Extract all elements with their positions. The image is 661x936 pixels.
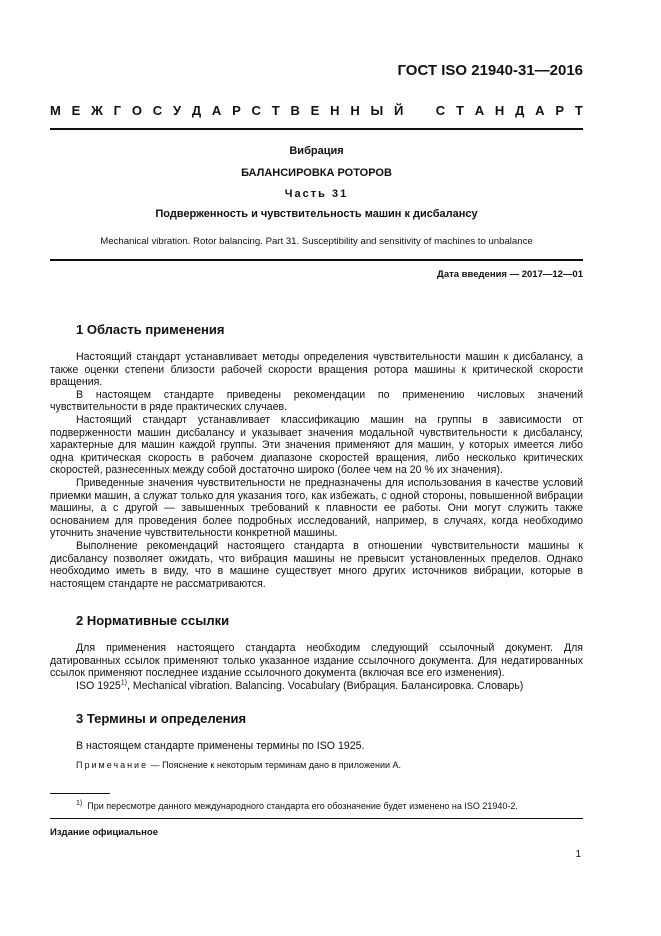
section-3-body	[50, 740, 583, 753]
banner-letter: Ж	[91, 103, 103, 118]
banner-letter: А	[211, 103, 222, 118]
banner-letter: Р	[232, 103, 241, 118]
banner-letter: Н	[350, 103, 360, 118]
english-title: Mechanical vibration. Rotor balancing. Part 31. Susceptibility and sensitivity of machines to unbalance	[100, 236, 533, 247]
page-number: 1	[575, 849, 581, 860]
banner-letter: Е	[310, 103, 320, 118]
top-divider	[50, 128, 583, 130]
official-edition: Издание официальное	[50, 827, 158, 838]
document-code: ГОСТ ISO 21940-31—2016	[397, 62, 583, 79]
reference-title: , Mechanical vibration. Balancing. Vocabulary (Вибрация. Балансировка. Словарь)	[127, 679, 524, 692]
introduction-date: Дата введения — 2017—12—01	[437, 269, 583, 280]
section-1-heading: 1 Область применения	[76, 322, 225, 337]
banner-letter: Е	[71, 103, 81, 118]
paragraph: Настоящий стандарт устанавливает методы определения чувствительности машин к дисбалансу, а также оценки степени близости рабочей скорости вращения ротора машины к критической скорости вращения.	[50, 351, 583, 389]
banner-letter: В	[290, 103, 300, 118]
banner-letter: О	[131, 103, 142, 118]
footnote-divider	[50, 793, 110, 794]
banner-letter: Ы	[370, 103, 384, 118]
banner-letter: Н	[330, 103, 340, 118]
banner-letter: Т	[574, 103, 583, 118]
paragraph: В настоящем стандарте применены термины по ISO 1925.	[76, 740, 365, 752]
banner-letter: А	[474, 103, 485, 118]
topic-title: Вибрация	[289, 145, 344, 157]
note	[76, 760, 401, 770]
section-1-body	[50, 351, 583, 590]
banner-letter: Г	[113, 103, 122, 118]
section-2-body	[50, 642, 583, 692]
footer-divider	[50, 818, 583, 819]
section-3-heading: 3 Термины и определения	[76, 711, 247, 726]
main-title: БАЛАНСИРОВКА РОТОРОВ	[241, 167, 392, 179]
interstate-standard-banner	[50, 103, 583, 118]
part-title: Часть 31	[284, 188, 349, 200]
paragraph: Выполнение рекомендаций настоящего стандарта в отношении чувствительности машины к дисбалансу позволяет ожидать, что вибрация машины не превысит установленных пределов. Однако необходимо иметь в виду, что в машине существует много других источников вибрации, которые в настоящем стандарте не рассматриваются.	[50, 539, 583, 590]
footnote	[76, 801, 518, 811]
banner-letter: С	[152, 103, 163, 118]
banner-letter: У	[172, 103, 182, 118]
paragraph: Для применения настоящего стандарта необходим следующий ссылочный документ. Для датированных ссылок применяют только указанное издание ссылочного документа. Для недатированных ссылок применяют последнее издание ссылочного документа (включая все его изменения).	[50, 642, 583, 680]
section-2-heading: 2 Нормативные ссылки	[76, 613, 230, 628]
footnote-number: 1)	[76, 800, 83, 807]
banner-letter: С	[251, 103, 261, 118]
banner-letter: А	[535, 103, 545, 118]
banner-letter: Т	[271, 103, 280, 118]
banner-letter: Н	[494, 103, 505, 118]
note-label: Примечание	[76, 760, 149, 770]
paragraph: В настоящем стандарте приведены рекомендации по применению числовых значений чувствительности в ряде практических случаев.	[50, 388, 583, 414]
paragraph: Настоящий стандарт устанавливает классификацию машин на группы в зависимости от подверженности машин дисбалансу и указывает значения модальной чувствительности к дисбалансу, характерные для машин каждой группы. Эти значения применяют для машин, у которых имеется либо одна критическая скорость в рабочем диапазоне скоростей вращения, либо несколько критических скоростей, разнесенных между собой достаточно широко (более чем на 20 % их значения).	[50, 413, 583, 477]
reference-code: ISO 1925	[76, 679, 121, 692]
banner-letter: Д	[191, 103, 202, 118]
note-text: — Пояснение к некоторым терминам дано в приложении А.	[148, 760, 402, 770]
footnote-text: При пересмотре данного международного стандарта его обозначение будет изменено на ISO 21940-2.	[87, 801, 518, 811]
banner-letter: Д	[515, 103, 525, 118]
banner-letter: М	[50, 103, 61, 118]
banner-letter: Р	[555, 103, 565, 118]
reference-item	[50, 680, 583, 693]
banner-letter: Й	[394, 103, 404, 118]
paragraph: Приведенные значения чувствительности не предназначены для использования в качестве условий приемки машин, а служат только для указания того, как избежать, с одной стороны, повышенной вибрации машины, а с другой — завышенных требований к плавности ее работы. Они могут служить также основанием для проведения более подробных исследований, например, в случаях, когда необходимо уточнить значение чувствительности конкретной машины.	[50, 476, 583, 540]
subtitle: Подверженность и чувствительность машин к дисбалансу	[155, 208, 478, 220]
footnote-marker: 1)	[120, 679, 127, 687]
banner-letter: С	[435, 103, 446, 118]
banner-letter: Т	[455, 103, 464, 118]
title-divider	[50, 259, 583, 261]
